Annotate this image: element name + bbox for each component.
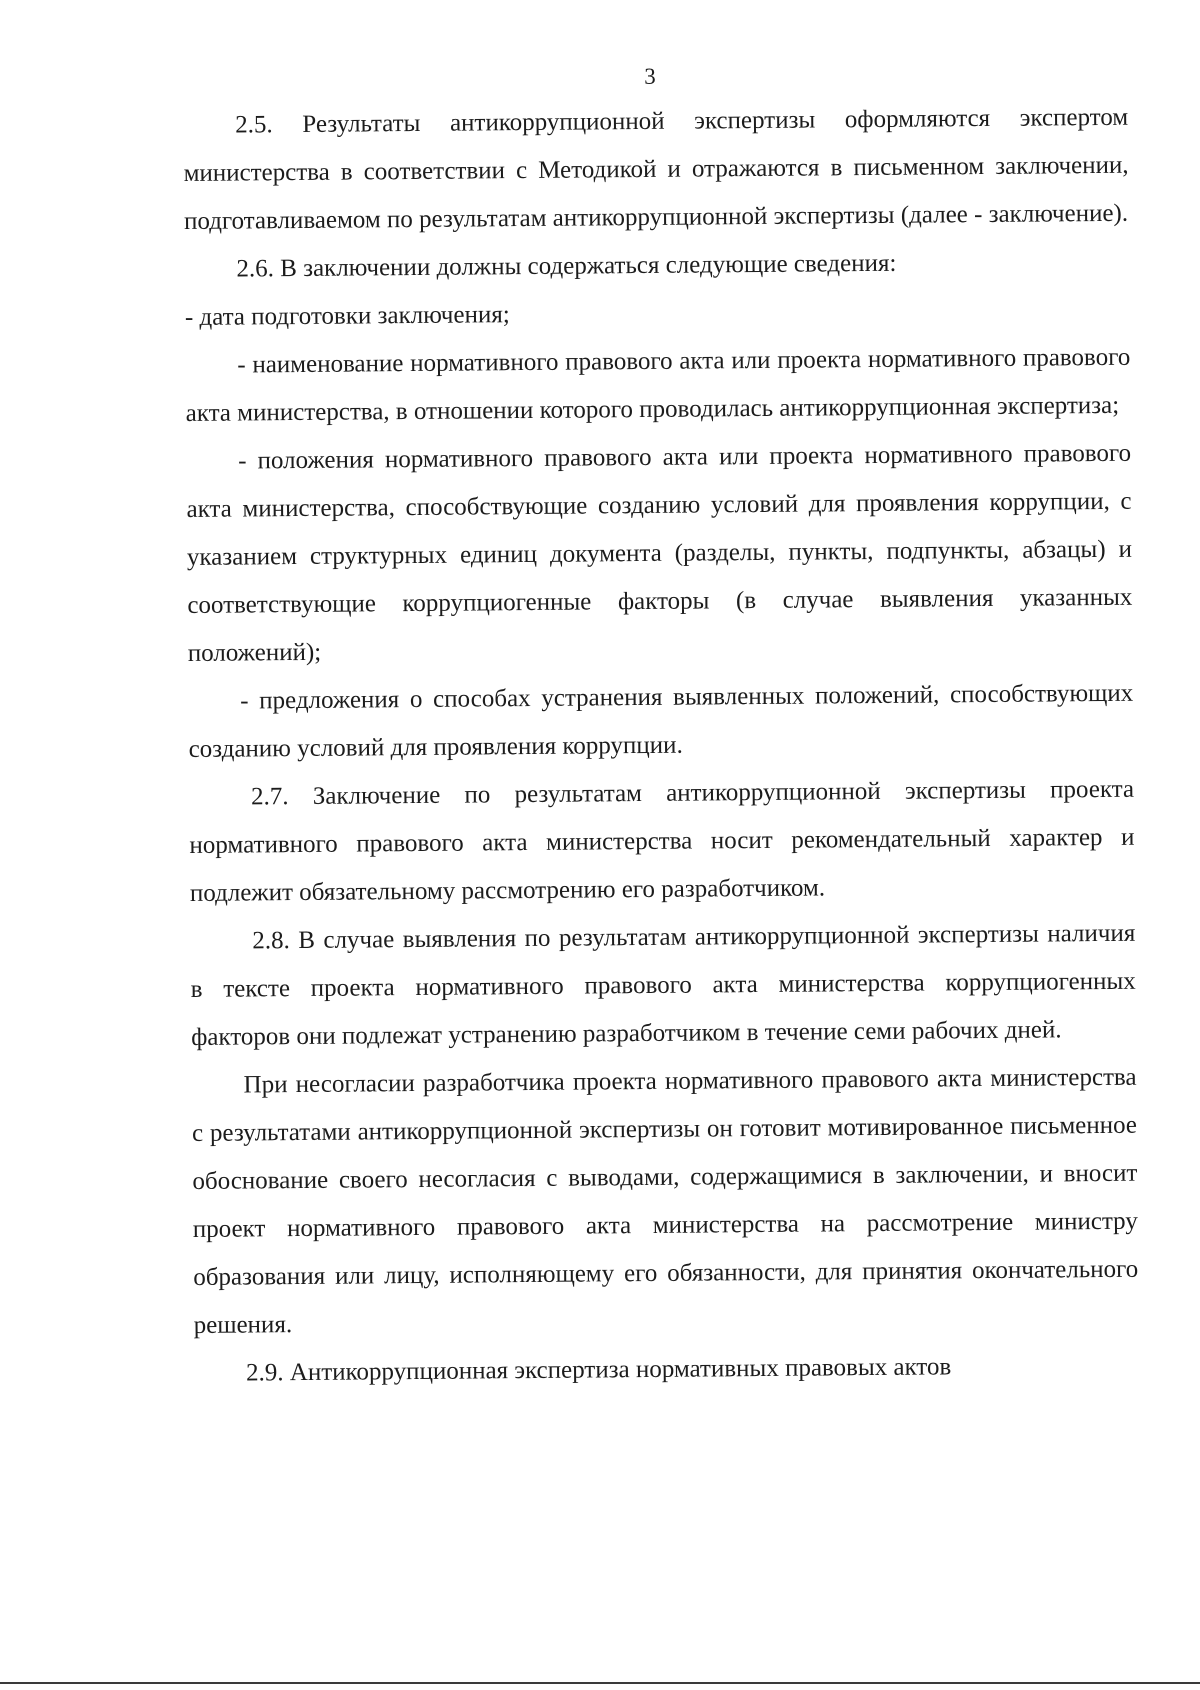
paragraph-2-5: 2.5. Результаты антикоррупционной экспертизы оформляются экспертом министерства в соответствии с Методикой и отражаются в письменном заключении, подготавливаемом по результатам антикоррупционной экспертизы (далее - заключение). (183, 103, 1129, 235)
paragraph-2-7: 2.7. Заключение по результатам антикоррупционной экспертизы проекта нормативного правового акта министерства носит рекомендательный характер и подлежит обязательному рассмотрению его разработчиком. (189, 775, 1135, 907)
paragraph-disagreement: При несогласии разработчика проекта нормативного правового акта министерства с результатами антикоррупционной экспертизы он готовит мотивированное письменное обоснование своего несогласия с выводами, содержащимися в заключении, и вносит проект нормативного правового акта министерства на рассмотрение министру образования или лицу, исполняющему его обязанности, для принятия окончательного решения. (191, 1063, 1139, 1339)
paragraph-2-9: 2.9. Антикоррупционная экспертиза нормативных правовых актов (245, 1353, 952, 1387)
document-body (183, 94, 1139, 1398)
paragraph-2-6: 2.6. В заключении должны содержаться следующие сведения: (236, 249, 897, 283)
scan-edge-line (0, 1682, 1200, 1684)
list-item-provisions: - положения нормативного правового акта или проекта нормативного правового акта министерства, способствующие созданию условий для проявления коррупции, с указанием структурных единиц документа (разделы, пункты, подпункты, абзацы) и соответствующие коррупциогенные факторы (в случае выявления указанных положений); (186, 439, 1133, 667)
list-item-date: - дата подготовки заключения; (184, 301, 510, 331)
page-number: 3 (644, 64, 656, 89)
list-item-proposals: - предложения о способах устранения выявленных положений, способствующих созданию условий для проявления коррупции. (188, 679, 1134, 763)
paragraph-2-8: 2.8. В случае выявления по результатам антикоррупционной экспертизы наличия в тексте проекта нормативного правового акта министерства коррупциогенных факторов они подлежат устранению разработчиком в течение семи рабочих дней. (190, 919, 1136, 1051)
list-item-act-name: - наименование нормативного правового акта или проекта нормативного правового акта министерства, в отношении которого проводилась антикоррупционная экспертиза; (185, 343, 1131, 427)
